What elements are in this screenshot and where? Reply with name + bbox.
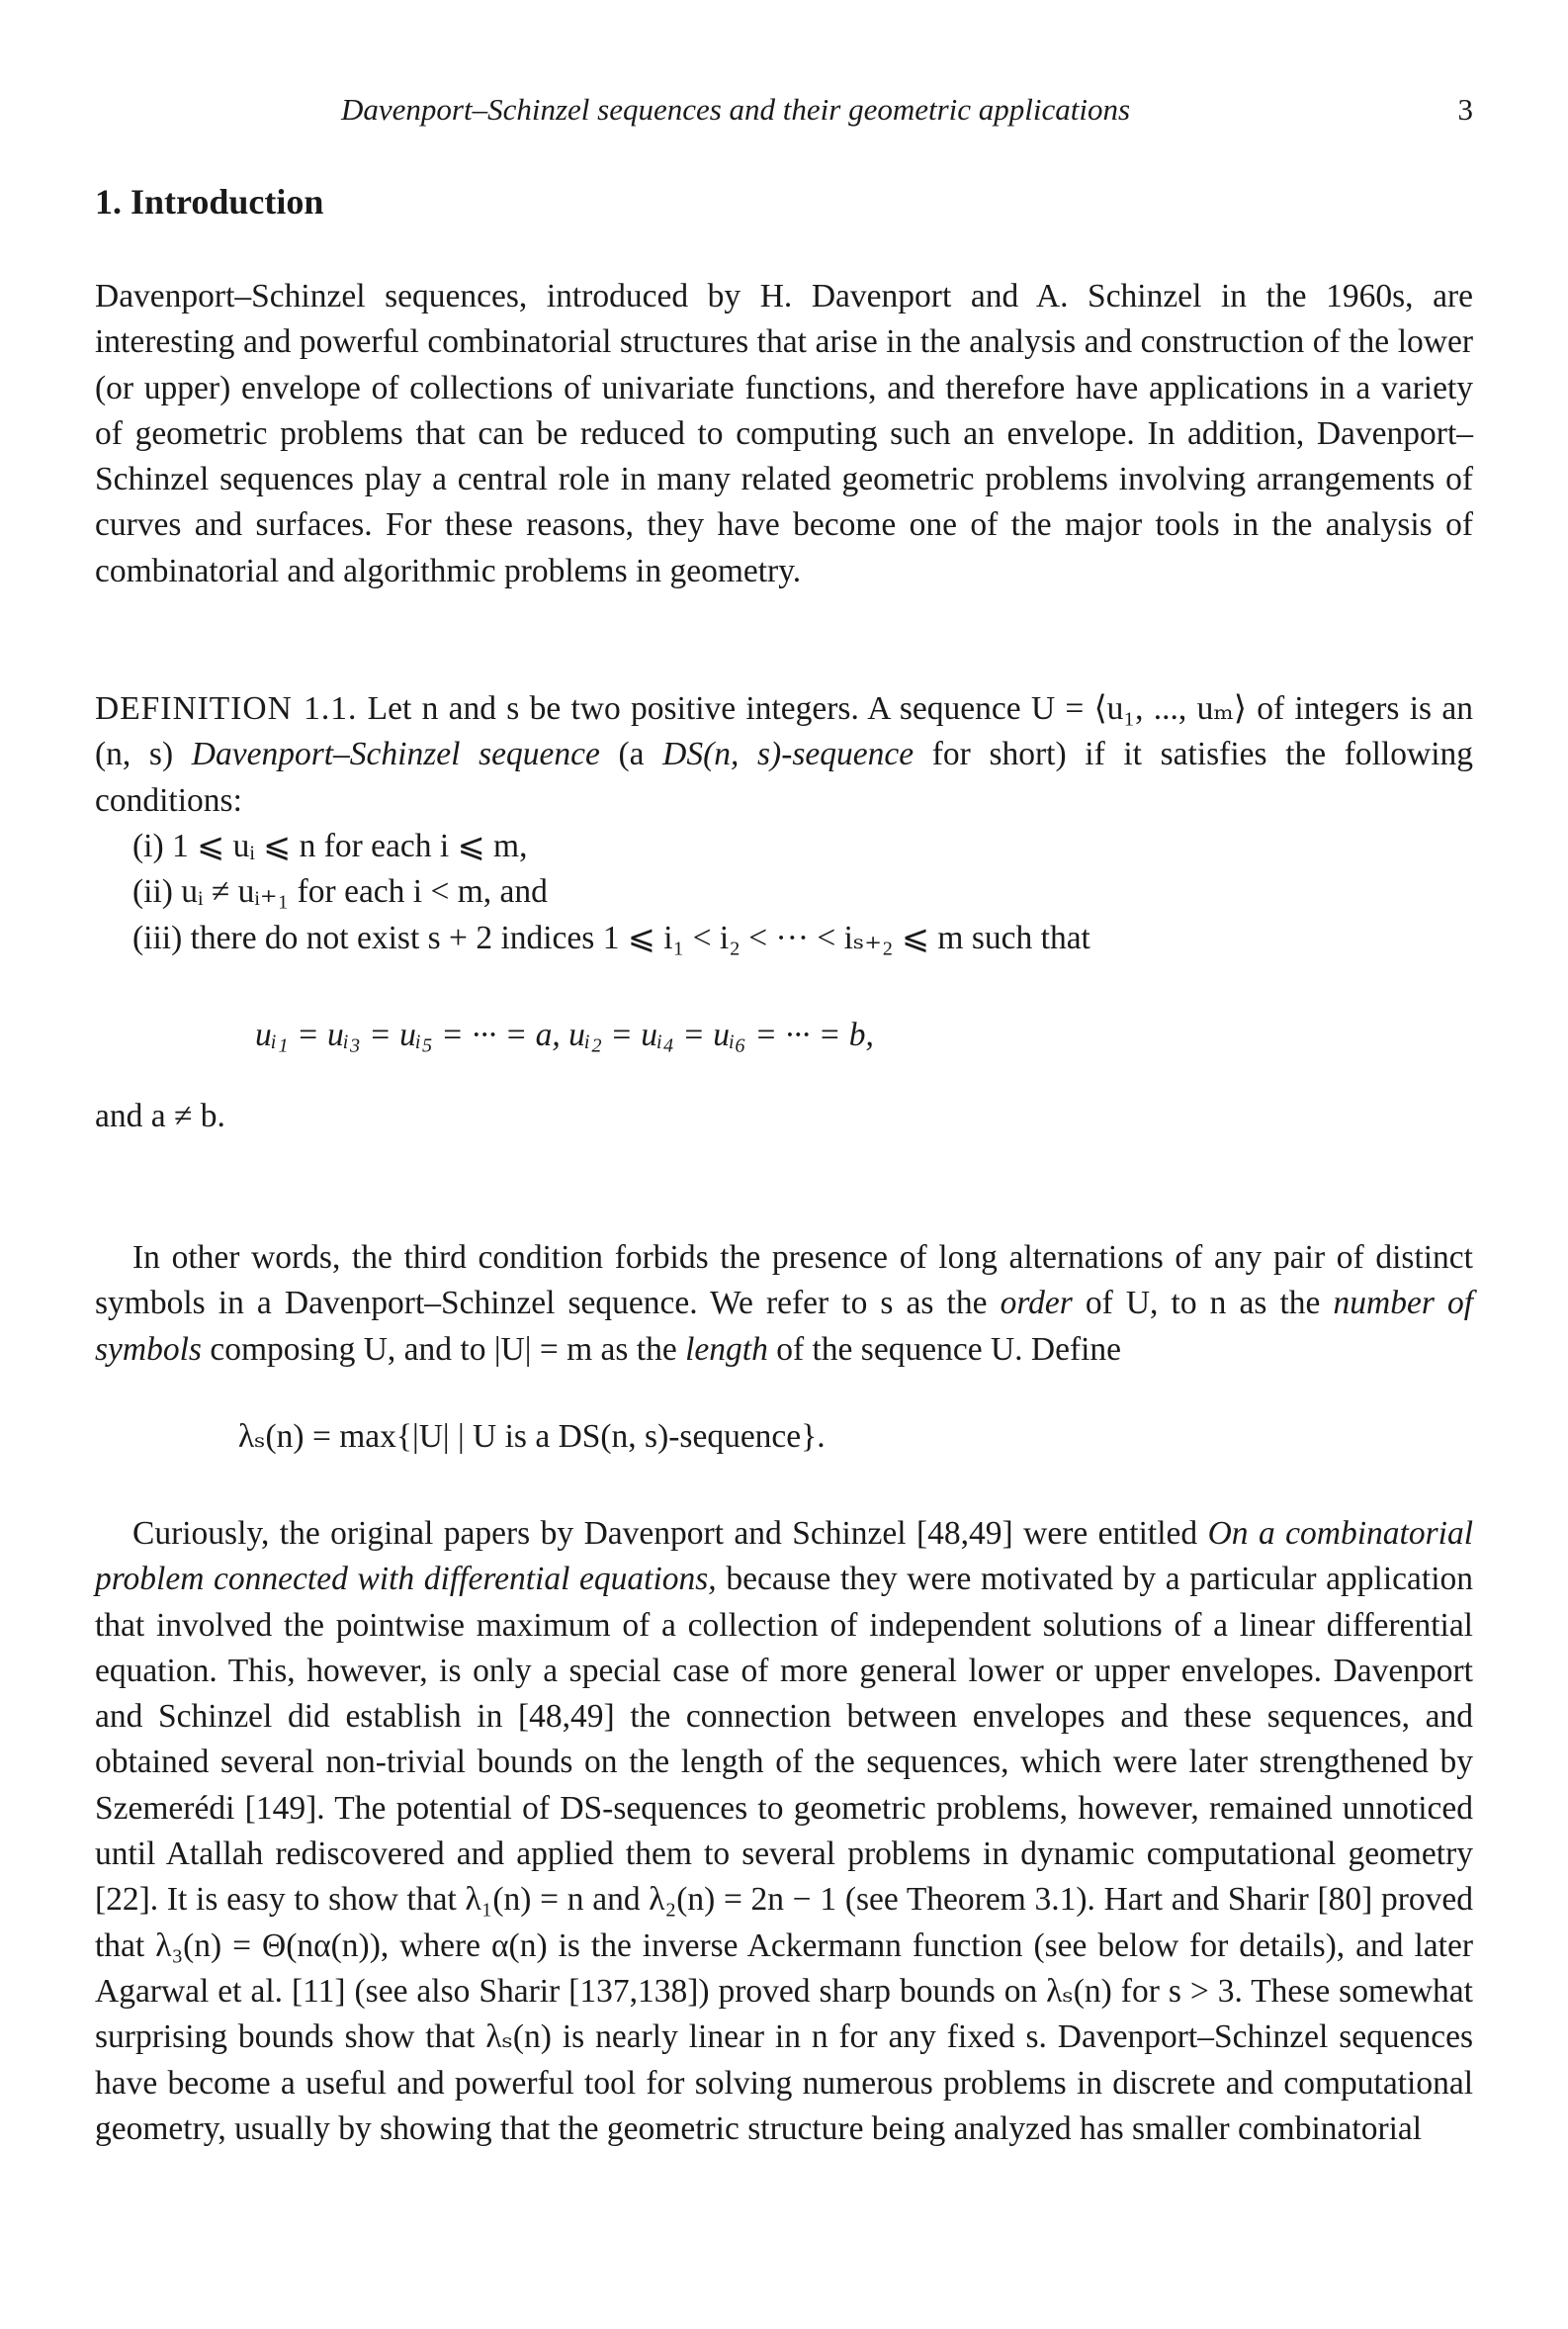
order-text-3: composing U, and to |U| = m as the — [210, 1330, 677, 1368]
alternation-equation: uᵢ₁ = uᵢ₃ = uᵢ₅ = ··· = a, uᵢ₂ = uᵢ₄ = uᵢ₆ = ··· = b, — [255, 1017, 874, 1053]
order-text-2: of U, to n as the — [1085, 1285, 1321, 1322]
section-heading: 1. Introduction — [95, 182, 324, 222]
symbols-term: number of symbols — [95, 1285, 1474, 1368]
page-number: 3 — [1457, 92, 1473, 127]
order-paragraph — [95, 1235, 1473, 1373]
intro-paragraph: Davenport–Schinzel sequences, introduced by H. Davenport and A. Schinzel in the 1960s, are interesting and powerful combinatorial structures that arise in the analysis and construction of the lower (or upper) envelope of collections of univariate functions, and therefore have applications in a variety of geometric problems that can be reduced to computing such an envelope. In addition, Davenport–Schinzel sequences play a central role in many related geometric problems involving arrangements of curves and surfaces. For these reasons, they have become one of the major tools in the analysis of combinatorial and algorithmic problems in geometry. — [95, 278, 1473, 589]
definition-label: DEFINITION 1.1. — [95, 690, 358, 727]
paper-title: On a combinatorial problem connected with differential equations, — [95, 1515, 1474, 1598]
definition-text-b: (a — [618, 736, 645, 773]
lambda-equation: λₛ(n) = max{|U| | U is a DS(n, s)-sequence}. — [238, 1418, 826, 1455]
history-text-1: Curiously, the original papers by Davenport and Schinzel [48,49] were entitled — [132, 1515, 1198, 1552]
definition-abbr: DS(n, s)-sequence — [662, 736, 915, 773]
order-term: order — [1000, 1285, 1073, 1322]
definition-text-c: for short) if it satisfies the following conditions: — [95, 736, 1474, 819]
conditions-list — [132, 824, 1467, 961]
order-text-1: In other words, the third condition forbids the presence of long alternations of any pair of distinct symbols in a Davenport–Schinzel sequence. We refer to s as the — [95, 1239, 1473, 1322]
condition-item: (iii) there do not exist s + 2 indices 1 ⩽ i₁ < i₂ < ··· < iₛ₊₂ ⩽ m such that — [132, 919, 1090, 956]
running-title: Davenport–Schinzel sequences and their geometric applications — [341, 92, 1131, 127]
definition-text-a: Let n and s be two positive integers. A sequence U = ⟨u₁, ..., uₘ⟩ of integers is an (n, s) — [95, 690, 1474, 773]
definition-term: Davenport–Schinzel sequence — [191, 736, 600, 773]
length-term: length — [685, 1330, 768, 1368]
condition-item: (ii) uᵢ ≠ uᵢ₊₁ for each i < m, and — [132, 873, 548, 911]
condition-item: (i) 1 ⩽ uᵢ ⩽ n for each i ⩽ m, — [132, 828, 528, 864]
history-text-2: because they were motivated by a particular application that involved the pointwise maximum of a collection of independent solutions of a linear differential equation. This, however, is only a special case of more general lower or upper envelopes. Davenport and Schinzel did establish in [48,49] the connection between envelopes and these sequences, and obtained several non-trivial bounds on the length of the sequences, which were later strengthened by Szemerédi [149]. The potential of DS-sequences to geometric problems, however, remained unnoticed until Atallah rediscovered and applied them to several problems in dynamic computational geometry [22]. It is easy to show that λ₁(n) = n and λ₂(n) = 2n − 1 (see Theorem 3.1). Hart and Sharir [80] proved that λ₃(n) = Θ(nα(n)), where α(n) is the inverse Ackermann function (see below for details), and later Agarwal et al. [11] (see also Sharir [137,138]) proved sharp bounds on λₛ(n) for s > 3. These somewhat surprising bounds show that λₛ(n) is nearly linear in n for any fixed s. Davenport–Schinzel sequences have become a useful and powerful tool for solving numerous problems in discrete and computational geometry, usually by showing that the geometric structure being analyzed has smaller combinatorial — [95, 1561, 1473, 2147]
order-text-4: of the sequence U. Define — [776, 1330, 1122, 1368]
definition-paragraph — [95, 686, 1473, 824]
history-paragraph — [95, 1511, 1473, 2152]
definition-closing: and a ≠ b. — [95, 1098, 225, 1134]
